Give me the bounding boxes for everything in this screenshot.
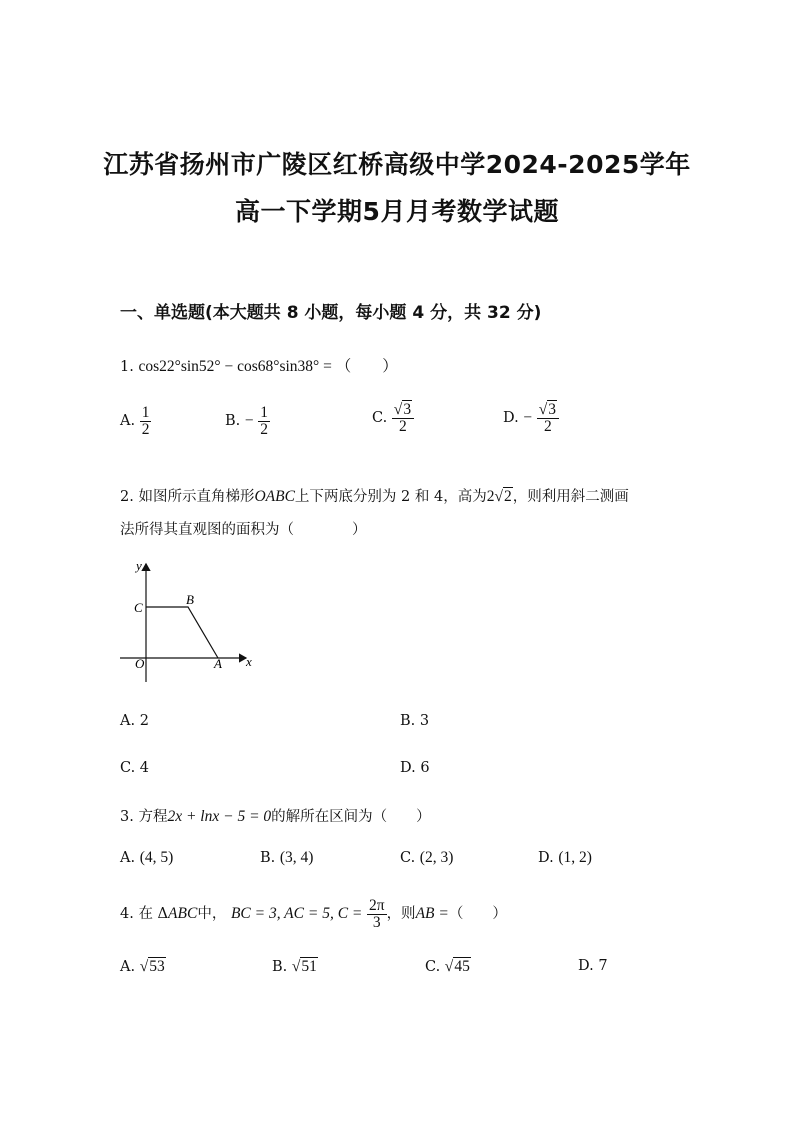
label-x: x [246, 654, 252, 669]
question-number: 1. [120, 359, 134, 375]
denominator: 2 [543, 417, 552, 435]
trapezoid-edges [146, 607, 218, 658]
q2-option-a: A. 2 [120, 713, 149, 729]
option-label: C. [400, 850, 416, 866]
height-value [487, 488, 513, 505]
sqrt: √53 [139, 958, 165, 975]
question-text: 如图所示直角梯形 [138, 489, 255, 505]
denominator: 2 [141, 420, 150, 438]
fraction [258, 405, 270, 437]
question-1 [120, 354, 398, 376]
option-label: A. [120, 850, 136, 866]
question-2-line-2: 法所得其直观图的面积为（ ） [120, 522, 367, 538]
q3-option-d [538, 849, 592, 867]
trapezoid-figure [118, 560, 268, 685]
denominator: 3 [372, 913, 381, 931]
question-text: 的解所在区间为（ ） [271, 809, 431, 825]
ab-expression: AB = [415, 905, 449, 922]
q2-option-d: D. 6 [400, 760, 430, 776]
q1-option-a [120, 405, 151, 437]
label-y: y [136, 560, 142, 573]
fraction [537, 402, 559, 434]
q2-option-c: C. 4 [120, 760, 150, 776]
sqrt: √2 [494, 488, 512, 505]
option-label: B. [225, 413, 241, 429]
denominator: 2 [399, 417, 407, 435]
q4-option-b [272, 958, 318, 976]
label-b: B [186, 592, 194, 607]
equation: 2x + lnx − 5 = 0 [167, 808, 272, 825]
numerator [392, 402, 414, 419]
page-title-line-2: 高一下学期5月月考数学试题 [235, 197, 559, 226]
label-c: C [134, 600, 143, 615]
q4-option-c [425, 958, 471, 976]
option-value: (1, 2) [558, 849, 592, 866]
question-3 [120, 805, 431, 826]
option-value: (4, 5) [139, 849, 174, 866]
q3-option-b [260, 849, 313, 867]
triangle-name: ABC [168, 905, 198, 922]
numerator: 1 [260, 404, 268, 421]
question-text: 方程 [138, 809, 168, 825]
radicand: 53 [149, 958, 165, 975]
q1-option-b [225, 405, 270, 437]
sqrt: √3 [393, 401, 412, 418]
denominator: 2 [260, 420, 268, 438]
question-text: 中， [197, 906, 227, 922]
radicand: 2 [503, 488, 512, 505]
sqrt: √45 [444, 958, 470, 975]
option-label: C. [372, 410, 388, 426]
radicand: 51 [301, 958, 317, 975]
question-number: 3. [120, 809, 134, 825]
condition: BC = 3, AC = 5, C = [230, 905, 363, 922]
q3-option-a [120, 849, 173, 867]
option-label: C. [425, 959, 441, 975]
radicand: 45 [454, 958, 470, 975]
question-text: ，则利用斜二测画 [512, 489, 629, 505]
option-label: D. [538, 850, 554, 866]
label-a: A [214, 656, 222, 671]
section-heading: 一、单选题(本大题共 8 小题，每小题 4 分，共 32 分) [120, 303, 542, 323]
radicand: 3 [403, 401, 412, 418]
sqrt: √3 [538, 401, 556, 418]
q1-option-d [503, 402, 559, 434]
question-text: ，则 [386, 906, 416, 922]
option-label: B. [272, 959, 288, 975]
numerator: 2π [368, 897, 385, 914]
option-value: (2, 3) [419, 849, 454, 866]
question-number: 4. [120, 906, 134, 922]
question-text: 上下两底分别为 2 和 4，高为 [294, 489, 487, 505]
fraction [140, 405, 152, 437]
minus-sign: − [244, 412, 254, 429]
sqrt: √51 [291, 958, 317, 975]
question-text: （ ） [448, 906, 507, 922]
page-title-line-1: 江苏省扬州市广陵区红桥高级中学2024-2025学年 [103, 150, 691, 179]
option-label: A. [120, 413, 136, 429]
fraction [392, 402, 414, 434]
question-4 [120, 898, 507, 930]
q4-option-d: D. 7 [578, 958, 608, 974]
shape-name: OABC [254, 488, 295, 505]
option-label: A. [120, 959, 136, 975]
option-value: (3, 4) [279, 849, 314, 866]
numerator [537, 402, 559, 419]
question-1-expression: cos22°sin52° − cos68°sin38° = （ ） [138, 358, 398, 375]
label-o: O [135, 656, 145, 671]
option-label: B. [260, 850, 276, 866]
q4-option-a [120, 958, 166, 976]
option-label: D. [503, 410, 519, 426]
coefficient: 2 [486, 488, 495, 505]
numerator: 1 [141, 404, 150, 421]
q3-option-c [400, 849, 453, 867]
q2-option-b: B. 3 [400, 713, 430, 729]
question-2 [120, 485, 629, 506]
question-text: 在 Δ [138, 906, 169, 922]
question-number: 2. [120, 489, 134, 505]
q1-option-c [372, 402, 414, 434]
fraction [367, 898, 387, 930]
minus-sign: − [523, 409, 533, 426]
radicand: 3 [548, 401, 556, 418]
